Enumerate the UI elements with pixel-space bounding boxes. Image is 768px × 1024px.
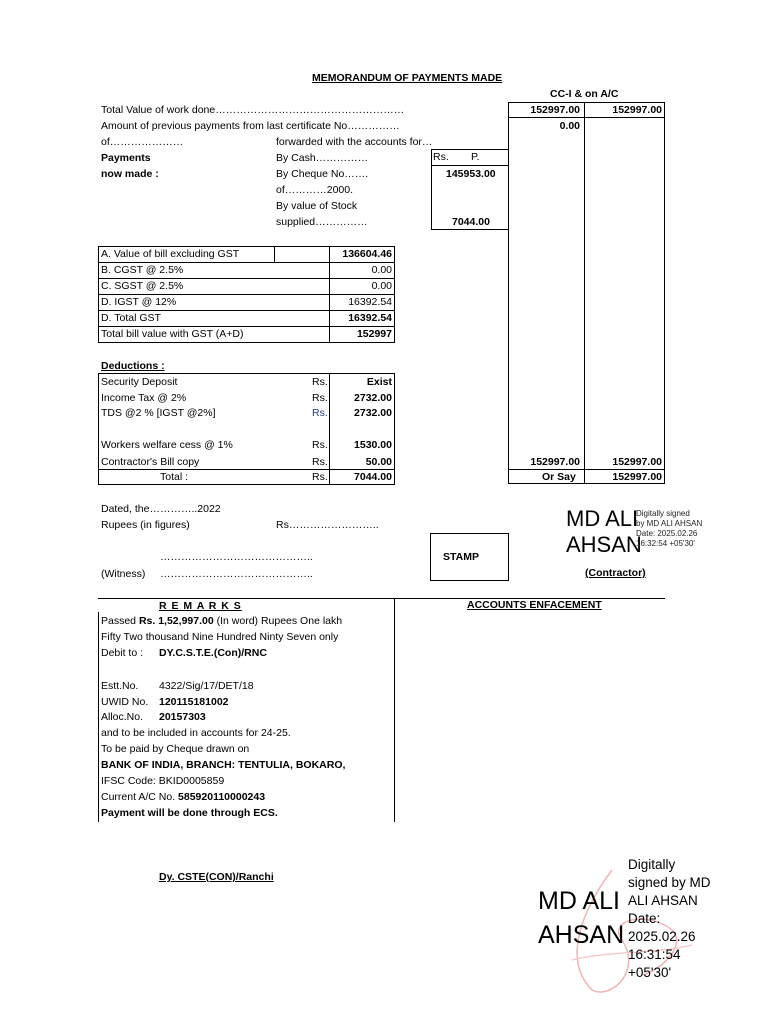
- total-value-b: 152997.00: [612, 104, 662, 116]
- prev-value: 0.00: [559, 120, 580, 132]
- by-cheque: By Cheque No…….: [276, 168, 369, 180]
- of-label: of…………………: [101, 136, 184, 148]
- deduction-rs: Rs.: [312, 439, 328, 451]
- prev-label: Amount of previous payments from last certificate No……………: [101, 120, 400, 132]
- deduction-rs: Rs.: [312, 407, 328, 419]
- total-value-label: Total Value of work done………………………………………………: [101, 104, 405, 116]
- uwid-value: 120115181002: [159, 696, 229, 708]
- ac-column-box: [584, 102, 665, 484]
- stock-value: 7044.00: [452, 216, 490, 228]
- gst-row-label: D. Total GST: [101, 312, 161, 324]
- remarks-passed: Passed Rs. 1,52,997.00 (In word) Rupees One lakh: [101, 615, 343, 627]
- remarks-words: Fifty Two thousand Nine Hundred Ninty Seven only: [101, 631, 339, 643]
- deduction-value: 2732.00: [354, 392, 392, 404]
- final-value-a: 152997.00: [530, 456, 580, 468]
- rupees-figures: Rupees (in figures): [101, 519, 190, 531]
- now-made-label: now made :: [101, 168, 159, 180]
- or-say-value: 152997.00: [612, 471, 662, 483]
- cc-column-box: [508, 102, 585, 484]
- gst-row-value: 16392.54: [348, 312, 392, 324]
- final-value-b: 152997.00: [612, 456, 662, 468]
- of-2000: of…………2000.: [276, 184, 354, 196]
- deduction-rs: Rs.: [312, 376, 328, 388]
- deduction-label: TDS @2 % [IGST @2%]: [101, 407, 216, 419]
- gst-row-label: Total bill value with GST (A+D): [101, 328, 244, 340]
- current-account: Current A/C No. 585920110000243: [101, 791, 266, 803]
- gst-row-label: B. CGST @ 2.5%: [101, 264, 184, 276]
- estt-value: 4322/Sig/17/DET/18: [159, 680, 254, 692]
- total-rs: Rs.: [312, 471, 328, 483]
- gst-row-value: 16392.54: [348, 296, 392, 308]
- bank: BANK OF INDIA, BRANCH: TENTULIA, BOKARO,: [101, 759, 346, 771]
- debit-value: DY.C.S.T.E.(Con)/RNC: [159, 647, 267, 659]
- ifsc: IFSC Code: BKID0005859: [101, 775, 225, 787]
- forwarded-label: forwarded with the accounts for…: [276, 136, 433, 148]
- debit-label: Debit to :: [101, 647, 144, 659]
- accounts-enfacement: ACCOUNTS ENFACEMENT: [467, 599, 602, 611]
- gst-row-label: C. SGST @ 2.5%: [101, 280, 184, 292]
- gst-row-label: A. Value of bill excluding GST: [101, 248, 240, 260]
- dated: Dated, the…………..2022: [101, 503, 221, 515]
- signature-large-name: MD ALI AHSAN: [538, 887, 625, 949]
- gst-row-value: 0.00: [371, 280, 392, 292]
- cheque-value: 145953.00: [446, 168, 496, 180]
- signature-small-name: MD ALI AHSAN: [566, 506, 642, 557]
- gst-row-label: D. IGST @ 12%: [101, 296, 177, 308]
- cc-header: CC-I & on A/C: [550, 88, 619, 100]
- deduction-rs: Rs.: [312, 392, 328, 404]
- alloc-value: 20157303: [159, 711, 206, 723]
- dy-cste: Dy. CSTE(CON)/Ranchi: [159, 871, 274, 883]
- total-value: 7044.00: [354, 471, 392, 483]
- deduction-label: Contractor's Bill copy: [101, 456, 200, 468]
- remarks-title: R E M A R K S: [159, 600, 242, 612]
- deduction-label: Security Deposit: [101, 376, 178, 388]
- deductions-title: Deductions :: [101, 360, 165, 372]
- supplied: supplied……………: [276, 216, 368, 228]
- rs-label: Rs.: [433, 151, 449, 163]
- witness-dots: ……………………………………..: [160, 568, 313, 580]
- deduction-value: 2732.00: [354, 407, 392, 419]
- contractor-label: (Contractor): [585, 567, 646, 579]
- stamp-label: STAMP: [443, 551, 479, 563]
- or-say-label: Or Say: [542, 471, 576, 483]
- gst-row-value: 152997: [356, 328, 392, 340]
- p-label: P.: [471, 151, 480, 163]
- witness: (Witness): [101, 568, 146, 580]
- signature-small-details: Digitally signed by MD ALI AHSAN Date: 2025.02.26 16:32:54 +05'30': [636, 509, 703, 548]
- deduction-value: Exist: [366, 376, 392, 388]
- total-label: Total :: [160, 471, 189, 483]
- deduction-value: 50.00: [365, 456, 392, 468]
- ecs-note: Payment will be done through ECS.: [101, 807, 278, 819]
- dots-line: ……………………………………..: [160, 551, 313, 563]
- paid-by: To be paid by Cheque drawn on: [101, 743, 250, 755]
- uwid-label: UWID No.: [101, 696, 149, 708]
- deduction-label: Income Tax @ 2%: [101, 392, 187, 404]
- estt-label: Estt.No.: [101, 680, 139, 692]
- total-value-a: 152997.00: [530, 104, 580, 116]
- deduction-rs: Rs.: [312, 456, 328, 468]
- accounts-line: and to be included in accounts for 24-25.: [101, 727, 291, 739]
- gst-row-value: 0.00: [371, 264, 392, 276]
- deduction-label: Workers welfare cess @ 1%: [101, 439, 233, 451]
- by-cash: By Cash……………: [276, 152, 369, 164]
- by-value-stock: By value of Stock: [276, 200, 358, 212]
- payments-label: Payments: [101, 152, 151, 164]
- memo-title: MEMORANDUM OF PAYMENTS MADE: [312, 72, 503, 84]
- alloc-label: Alloc.No.: [101, 711, 144, 723]
- rs-dots: Rs……………………..: [276, 519, 379, 531]
- deduction-value: 1530.00: [354, 439, 392, 451]
- gst-row-value: 136604.46: [342, 248, 392, 260]
- signature-large-details: Digitally signed by MD ALI AHSAN Date: 2025.02.26 16:31:54 +05'30': [628, 857, 711, 980]
